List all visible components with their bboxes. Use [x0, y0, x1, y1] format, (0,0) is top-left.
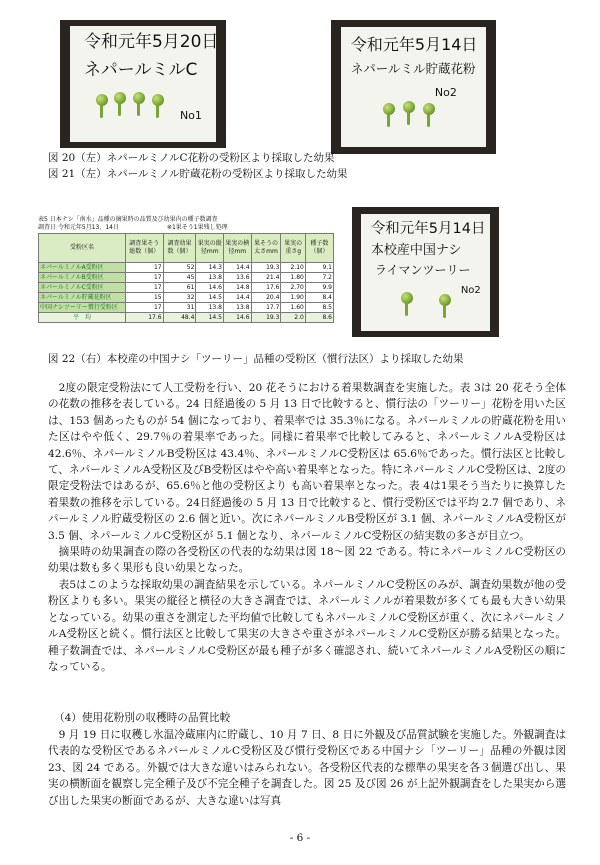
column-header: 種子数（個） [305, 234, 333, 263]
cell: 13.8 [196, 303, 224, 313]
cell: 45 [163, 273, 196, 283]
column-header: 果実の重さg [281, 234, 305, 263]
young-fruit [152, 94, 164, 106]
cell: 1.80 [281, 273, 305, 283]
cell: 17 [126, 263, 164, 273]
cell: 19.3 [251, 263, 281, 273]
cell: 14.4 [223, 293, 251, 303]
cell: 17.6 [251, 283, 281, 293]
cell: 8.5 [305, 303, 333, 313]
young-fruit [133, 92, 145, 104]
photo-label-2: ライマンツーリー [374, 262, 471, 277]
photo-label: ネパールミルC [83, 60, 198, 81]
cell: 13.8 [196, 273, 224, 283]
photo-tag: No2 [434, 85, 457, 99]
cell: 9.9 [305, 283, 333, 293]
photo-tag: No2 [460, 284, 481, 296]
column-header: 果実の縦径mm [196, 234, 224, 263]
cell: 48.4 [163, 313, 196, 323]
row-label: ネパールミノルC受粉区 [39, 283, 126, 293]
table-date: 調査日 令和元年5月13、14日 [38, 224, 119, 231]
photo-date: 令和元年5月14日 [350, 34, 478, 54]
young-fruit [114, 92, 126, 104]
label-card [341, 27, 486, 148]
table-row [39, 283, 334, 293]
cell: 32 [163, 293, 196, 303]
young-fruit [403, 101, 415, 113]
cell: 19.3 [251, 313, 281, 323]
row-label: 平 均 [39, 313, 126, 323]
cell: 13.6 [223, 273, 251, 283]
cell: 1.60 [281, 303, 305, 313]
young-fruit [401, 292, 413, 304]
cell: 21.4 [251, 273, 281, 283]
table-unit: ※1果そう1果残し処理 [166, 224, 228, 231]
cell: 14.4 [223, 263, 251, 273]
table-row [39, 273, 334, 283]
section-body [48, 727, 566, 809]
section-heading: （4）使用花粉別の収穫時の品質比較 [54, 712, 231, 724]
photo-fig20 [60, 20, 226, 148]
label-card [361, 214, 490, 331]
cell: 1.90 [281, 293, 305, 303]
caption-fig22: 図 22（右）本校産の中国ナシ「ツーリー」品種の受粉区（慣行法区）より採取した幼果 [48, 353, 464, 365]
cell: 15 [126, 293, 164, 303]
row-label: ネパールミノルA受粉区 [39, 263, 126, 273]
caption-fig21: 図 21（左）ネパールミノル貯蔵花粉の受粉区より採取した幼果 [48, 168, 348, 180]
young-fruit [439, 294, 451, 306]
table-5 [38, 216, 334, 323]
cell: 8.4 [305, 293, 333, 303]
cell: 14.3 [196, 263, 224, 273]
photo-date: 令和元年5月20日 [83, 32, 219, 53]
row-label: ネパールミノル貯蔵花粉区 [39, 293, 126, 303]
paragraph: 表5はこのような採取幼果の調査結果を示している。ネパールミノルC受粉区のみが、調査幼果数が他の受粉区よりも多い。果実の縦径と横径の大きさ調査では、ネパールミノルが着果数が多くても最も大きい幼果となっている。幼果の重さを測定した平均値で比較してもネパールミノルC受粉区が重く、次にネパールミノルA受粉区と続く。慣行法区と比較して果実の大きさや重さがネパールミノルC受粉区が勝る結果となった。種子数調査では、ネパールミノルC受粉区が最も種子が多く確認され、続いてネパールミノルA受粉区の順になっている。 [48, 578, 566, 673]
photo-fig21 [331, 20, 496, 154]
cell: 7.2 [305, 273, 333, 283]
table-row [39, 293, 334, 303]
column-header: 調査果そう総数（個） [126, 234, 164, 263]
cell: 17 [126, 303, 164, 313]
cell: 14.5 [196, 293, 224, 303]
paragraph: 2度の限定受粉法にて人工受粉を行い、20 花そうにおける着果数調査を実施した。表 3は 20 花そう全体の花数の推移を表している。24 日経過後の 5 月 13 日で比較すると、慣行法の「ツーリー」花粉を用いた区は、153 個あったものが 54 個になっており、着果率では 35.3％になる。ネパールミノルの貯蔵花粉を用いた区はやや低く、29.7％の着果率であった。同様に着果率で比較してみると、ネパールミノルA受粉区は 42.6％、ネパールミノルB受粉区は 43.4％、ネパールミノルC受粉区は 65.6％であった。慣行法区と比較して、ネパールミノルA受粉区及びB受粉区はやや高い着果率となった。特にネパールミノルC受粉区は、2度の限定受粉法ではあるが、65.6％と他の受粉区より も高い着果率となった。表 4は1果そう当たりに換算した着果数の推移を示している。24日経過後の 5 月 13 日で比較すると、慣行受粉区では平均 2.7 個であり、ネパールミノル貯蔵受粉区の 2.6 個と近い。次にネパールミノルB受粉区が 3.1 個、ネパールミノルA受粉区が 3.5 個、ネパールミノルC受粉区が 5.1 個となり、ネパールミノルC受粉区の結実数の多さが目立つ。 [48, 382, 566, 542]
cell: 14.6 [196, 283, 224, 293]
cell: 20.4 [251, 293, 281, 303]
cell: 14.5 [196, 313, 224, 323]
young-fruit [423, 103, 435, 115]
photo-tag: No1 [179, 109, 202, 123]
cell: 17 [126, 273, 164, 283]
cell: 61 [163, 283, 196, 293]
table-header-row [39, 234, 334, 263]
column-header: 受粉区名 [39, 234, 126, 263]
table-title: 表5 日本ナシ「南水」品種の摘果時の品質及び幼果内の種子数調査 [38, 216, 218, 223]
cell: 14.6 [223, 313, 251, 323]
photo-label: ネパールミル貯蔵花粉 [350, 60, 476, 76]
table-row [39, 303, 334, 313]
body-text [48, 380, 566, 675]
photo-label: 本校産中国ナシ [370, 242, 462, 258]
table-date-line [38, 224, 334, 232]
cell: 2.70 [281, 283, 305, 293]
row-label: 中国ナシツーリー慣行受粉区 [39, 303, 126, 313]
cell: 8.6 [305, 313, 333, 323]
photo-date: 令和元年5月14日 [370, 220, 486, 237]
table-row-average [39, 313, 334, 323]
cell: 17.7 [251, 303, 281, 313]
young-fruit [383, 103, 395, 115]
data-table [38, 233, 334, 323]
cell: 9.1 [305, 263, 333, 273]
caption-fig20: 図 20（左）ネパールミノルC花粉の受粉区より採取した幼果 [48, 152, 335, 164]
young-fruit [96, 94, 108, 106]
cell: 2.0 [281, 313, 305, 323]
paragraph: 摘果時の幼果調査の際の各受粉区の代表的な幼果は図 18～図 22 である。特にネパールミノルC受粉区の幼果は数も多く果形も良い幼果となった。 [48, 546, 566, 575]
cell: 52 [163, 263, 196, 273]
column-header: 調査幼果数（個） [163, 234, 196, 263]
page-number: - 6 - [289, 832, 311, 844]
cell: 13.8 [223, 303, 251, 313]
cell: 14.8 [223, 283, 251, 293]
cell: 2.10 [281, 263, 305, 273]
cell: 17 [126, 283, 164, 293]
column-header: 果実の横径mm [223, 234, 251, 263]
row-label: ネパールミノルB受粉区 [39, 273, 126, 283]
photo-fig22 [352, 207, 499, 337]
paragraph: 9 月 19 日に収穫し氷温冷蔵庫内に貯蔵し、10 月 7 日、8 日に外観及び品質試験を実施した。外観調査は代表的な受粉区であるネパールミノルC受粉区及び慣行受粉区である中国ナシ「ツーリー」品種の外観は図 23、図 24 である。外観では大きな違いはみられない。各受粉区代表的な標準の果実を各３個選び出し、果実の横断面を観察し完全種子及び不完全種子を調査した。図 25 及び図 26 が上記外観調査をした果実から選び出した果実の断面であるが、大きな違いは写真 [48, 729, 566, 807]
cell: 17.6 [126, 313, 164, 323]
label-card [70, 26, 219, 141]
cell: 31 [163, 303, 196, 313]
column-header: 果そうの太さmm [251, 234, 281, 263]
table-row [39, 263, 334, 273]
